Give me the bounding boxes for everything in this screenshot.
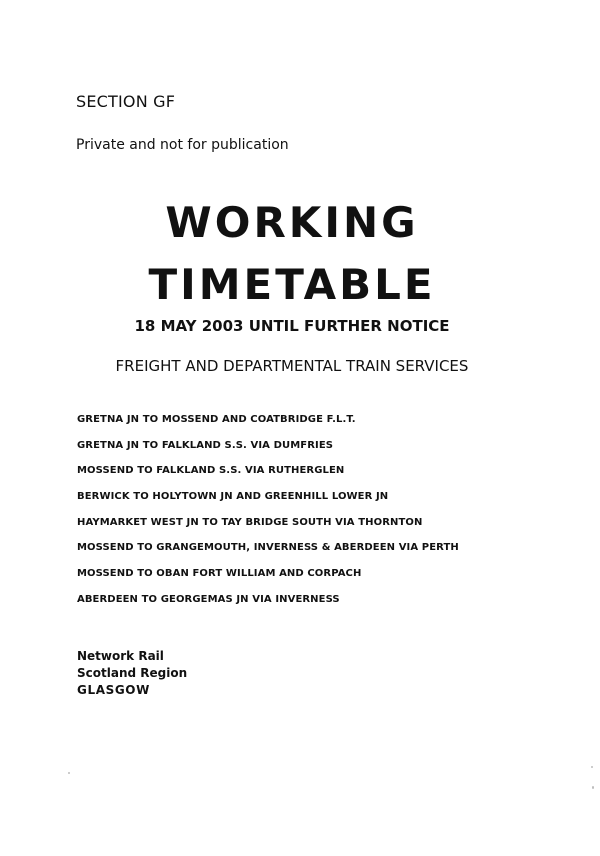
scan-speck [68,772,70,774]
publisher-city: GLASGOW [77,683,150,697]
title-line-working: WORKING [165,198,419,247]
publisher-block [77,648,187,699]
scan-speck [592,786,594,789]
effective-date: 18 MAY 2003 UNTIL FURTHER NOTICE [134,317,450,335]
route-item: MOSSEND TO GRANGEMOUTH, INVERNESS & ABERDEEN VIA PERTH [77,542,459,554]
route-item: ABERDEEN TO GEORGEMAS JN VIA INVERNESS [77,593,340,605]
route-item: MOSSEND TO FALKLAND S.S. VIA RUTHERGLEN [77,465,345,477]
route-item: BERWICK TO HOLYTOWN JN AND GREENHILL LOWER JN [77,491,389,503]
route-item: MOSSEND TO OBAN FORT WILLIAM AND CORPACH [77,568,362,580]
route-item: GRETNA JN TO FALKLAND S.S. VIA DUMFRIES [77,439,334,451]
route-item: GRETNA JN TO MOSSEND AND COATBRIDGE F.L.T. [77,414,356,425]
confidentiality-note: Private and not for publication [76,137,289,153]
title-line-timetable: TIMETABLE [148,260,436,309]
route-item: HAYMARKET WEST JN TO TAY BRIDGE SOUTH VIA THORNTON [77,516,423,528]
route-list [77,414,459,620]
scan-speck [591,766,593,768]
publisher-region: Scotland Region [77,666,188,680]
publisher-organisation: Network Rail [77,649,164,663]
services-heading: FREIGHT AND DEPARTMENTAL TRAIN SERVICES [115,357,469,375]
section-label: SECTION GF [76,92,176,111]
